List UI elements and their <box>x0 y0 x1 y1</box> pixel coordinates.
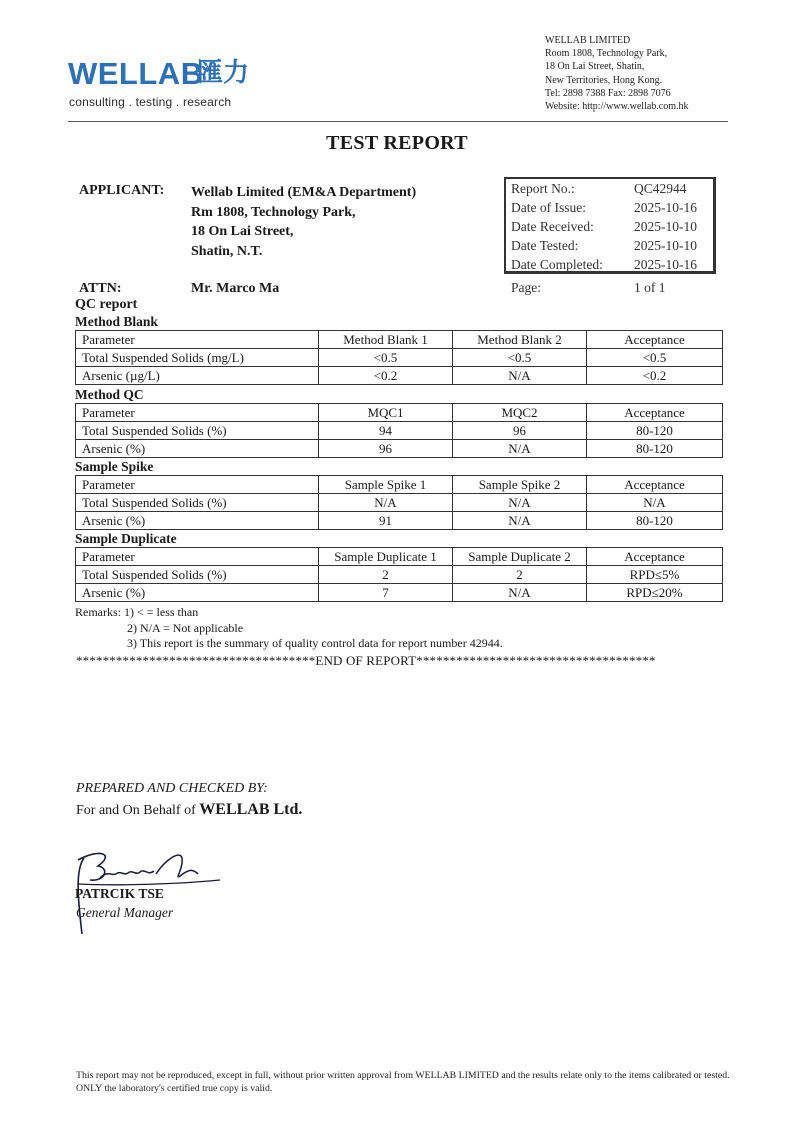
method-qc-table <box>75 403 723 458</box>
page-value: 1 of 1 <box>634 280 666 295</box>
header-divider <box>68 121 728 122</box>
company-tagline: consulting . testing . research <box>69 95 232 109</box>
remark-item: 1) < = less than <box>124 605 199 619</box>
table-cell: 80-120 <box>587 512 723 530</box>
table-cell: Acceptance <box>587 331 723 349</box>
table-cell: 2 <box>319 566 453 584</box>
page-label: Page: <box>511 280 541 295</box>
table-cell: Arsenic (µg/L) <box>76 367 319 385</box>
date-completed-value: 2025-10-16 <box>634 257 697 272</box>
table-header-row <box>76 404 723 422</box>
table-cell: MQC1 <box>319 404 453 422</box>
table-cell: Method Blank 2 <box>453 331 587 349</box>
report-no-value: QC42944 <box>634 181 687 196</box>
table-row <box>76 584 723 602</box>
table-cell: Parameter <box>76 404 319 422</box>
signatory-title: General Manager <box>76 905 174 920</box>
table-cell: Method Blank 1 <box>319 331 453 349</box>
table-cell: RPD≤20% <box>587 584 723 602</box>
company-address-line: New Territories, Hong Kong. <box>545 74 663 86</box>
table-cell: Acceptance <box>587 404 723 422</box>
table-cell: <0.5 <box>587 349 723 367</box>
date-tested-label: Date Tested: <box>511 238 579 253</box>
date-of-issue-value: 2025-10-16 <box>634 200 697 215</box>
date-received-label: Date Received: <box>511 219 594 234</box>
end-of-report-line: ************************************END OF REPORT************************************ <box>76 653 656 668</box>
attn-value: Mr. Marco Ma <box>191 281 280 296</box>
table-cell: 80-120 <box>587 440 723 458</box>
applicant-line: 18 On Lai Street, <box>191 224 294 239</box>
table-cell: <0.5 <box>453 349 587 367</box>
prepared-checked-label: PREPARED AND CHECKED BY: <box>76 781 268 796</box>
company-website: Website: http://www.wellab.com.hk <box>545 101 689 113</box>
table-cell: N/A <box>453 494 587 512</box>
table-cell: Total Suspended Solids (%) <box>76 566 319 584</box>
table-cell: 7 <box>319 584 453 602</box>
sample-spike-table <box>75 475 723 530</box>
table-cell: 94 <box>319 422 453 440</box>
remark-item: 3) This report is the summary of quality control data for report number 42944. <box>127 636 503 650</box>
table-cell: N/A <box>453 584 587 602</box>
method-qc-heading: Method QC <box>75 387 144 402</box>
report-title: TEST REPORT <box>326 132 468 154</box>
table-cell: Sample Duplicate 1 <box>319 548 453 566</box>
remarks-label: Remarks: <box>75 605 121 619</box>
table-row <box>76 566 723 584</box>
table-row <box>76 349 723 367</box>
date-completed-label: Date Completed: <box>511 257 603 272</box>
table-cell: MQC2 <box>453 404 587 422</box>
table-cell: N/A <box>453 440 587 458</box>
company-name: WELLAB LIMITED <box>545 35 631 46</box>
table-cell: Parameter <box>76 548 319 566</box>
table-cell: N/A <box>453 512 587 530</box>
company-address-line: Room 1808, Technology Park, <box>545 48 668 60</box>
report-no-label: Report No.: <box>511 181 575 196</box>
sample-duplicate-heading: Sample Duplicate <box>75 531 177 546</box>
on-behalf-prefix: For and On Behalf of <box>76 803 200 818</box>
table-row <box>76 422 723 440</box>
table-cell: N/A <box>319 494 453 512</box>
table-cell: Sample Duplicate 2 <box>453 548 587 566</box>
company-address-line: 18 On Lai Street, Shatin, <box>545 61 645 73</box>
table-cell: <0.2 <box>319 367 453 385</box>
table-header-row <box>76 548 723 566</box>
table-cell: Sample Spike 1 <box>319 476 453 494</box>
table-header-row <box>76 476 723 494</box>
table-cell: Acceptance <box>587 476 723 494</box>
table-header-row <box>76 331 723 349</box>
table-row <box>76 512 723 530</box>
table-cell: 96 <box>453 422 587 440</box>
table-cell: 91 <box>319 512 453 530</box>
table-cell: Total Suspended Solids (%) <box>76 494 319 512</box>
table-cell: <0.2 <box>587 367 723 385</box>
on-behalf-line <box>76 801 302 819</box>
qc-report-heading: QC report <box>75 297 138 312</box>
date-tested-value: 2025-10-10 <box>634 238 697 253</box>
date-of-issue-label: Date of Issue: <box>511 200 586 215</box>
table-cell: 96 <box>319 440 453 458</box>
footer-disclaimer: This report may not be reproduced, except in full, without prior written approval from WELLAB LIMITED and the results relate only to the items calibrated or tested. ONLY the laboratory's certified true copy is valid. <box>76 1070 730 1094</box>
table-cell: Total Suspended Solids (%) <box>76 422 319 440</box>
table-cell: Arsenic (%) <box>76 512 319 530</box>
table-cell: 2 <box>453 566 587 584</box>
table-cell: N/A <box>453 367 587 385</box>
table-row <box>76 494 723 512</box>
table-cell: Arsenic (%) <box>76 584 319 602</box>
method-blank-heading: Method Blank <box>75 314 158 329</box>
on-behalf-company: WELLAB Ltd. <box>199 801 303 818</box>
wellab-logo-text: WELLAB <box>68 56 204 91</box>
wellab-logo-chinese: 匯力 <box>197 58 250 88</box>
attn-label: ATTN: <box>79 281 122 296</box>
table-cell: RPD≤5% <box>587 566 723 584</box>
table-cell: 80-120 <box>587 422 723 440</box>
method-blank-table <box>75 330 723 385</box>
table-cell: Total Suspended Solids (mg/L) <box>76 349 319 367</box>
table-cell: N/A <box>587 494 723 512</box>
applicant-line: Shatin, N.T. <box>191 243 263 259</box>
sample-spike-heading: Sample Spike <box>75 459 154 474</box>
applicant-address <box>191 183 416 261</box>
applicant-label: APPLICANT: <box>79 183 165 198</box>
company-phone-fax: Tel: 2898 7388 Fax: 2898 7076 <box>545 87 671 99</box>
table-cell: Arsenic (%) <box>76 440 319 458</box>
applicant-line: Wellab Limited (EM&A Department) <box>191 185 417 200</box>
applicant-line: Rm 1808, Technology Park, <box>191 204 356 220</box>
table-cell: Sample Spike 2 <box>453 476 587 494</box>
remarks <box>75 605 503 652</box>
table-cell: Parameter <box>76 331 319 349</box>
table-cell: <0.5 <box>319 349 453 367</box>
table-row <box>76 367 723 385</box>
table-cell: Parameter <box>76 476 319 494</box>
signatory-name: PATRCIK TSE <box>75 886 164 901</box>
table-cell: Acceptance <box>587 548 723 566</box>
table-row <box>76 440 723 458</box>
remark-item: 2) N/A = Not applicable <box>127 620 244 635</box>
company-address-block <box>545 34 689 113</box>
date-received-value: 2025-10-10 <box>634 219 697 234</box>
sample-duplicate-table <box>75 547 723 602</box>
